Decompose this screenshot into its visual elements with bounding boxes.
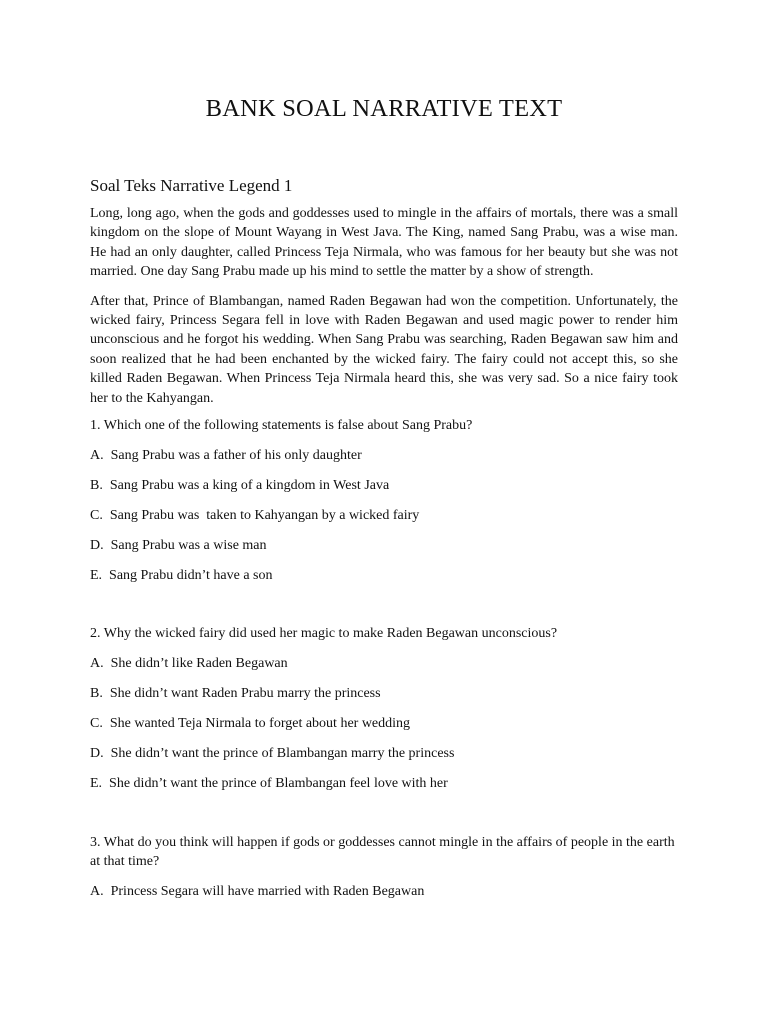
question-1-text: 1. Which one of the following statements is false about Sang Prabu? (90, 418, 473, 434)
question-1-option-b: B. Sang Prabu was a king of a kingdom in West Java (90, 477, 390, 493)
question-block-3 (90, 793, 678, 902)
question-2-option-a: A. She didn’t like Raden Begawan (90, 655, 288, 671)
section-heading: Soal Teks Narrative Legend 1 (90, 176, 293, 195)
question-2-option-b: B. She didn’t want Raden Prabu marry the princess (90, 685, 381, 701)
question-block-2 (90, 585, 678, 793)
document-title: BANK SOAL NARRATIVE TEXT (205, 95, 563, 122)
question-1-option-d: D. Sang Prabu was a wise man (90, 537, 267, 553)
question-1-options (90, 435, 678, 585)
question-2-text: 2. Why the wicked fairy did used her magic to make Raden Begawan unconscious? (90, 626, 558, 641)
question-3-options (90, 872, 678, 902)
question-3-text: 3. What do you think will happen if gods or goddesses cannot mingle in the affairs of people in the earth at that time? (90, 834, 675, 870)
question-2-option-d: D. She didn’t want the prince of Blambangan marry the princess (90, 745, 455, 761)
question-1-option-e: E. Sang Prabu didn’t have a son (90, 567, 273, 583)
story-paragraph-2: After that, Prince of Blambangan, named Raden Begawan had won the competition. Unfortunately, the wicked fairy, Princess Segara fell in love with Raden Begawan and used magic power to render him unconscious and he forgot his wedding. When Sang Prabu was searching, Raden Begawan saw him and soon realized that he had been enchanted by the wicked fairy. The fairy could not accept this, so she killed Raden Begawan. When Princess Teja Nirmala heard this, she was very sad. So a nice fairy took her to the Kahyangan. (90, 293, 678, 406)
question-1-option-a: A. Sang Prabu was a father of his only daughter (90, 447, 362, 463)
question-block-1 (90, 408, 678, 585)
question-1-option-c: C. Sang Prabu was taken to Kahyangan by a wicked fairy (90, 507, 420, 523)
question-3-option-a: A. Princess Segara will have married with Raden Begawan (90, 884, 425, 900)
story-paragraph-1: Long, long ago, when the gods and goddesses used to mingle in the affairs of mortals, there was a small kingdom on the slope of Mount Wayang in West Java. The King, named Sang Prabu, was a wise man. He had an only daughter, called Princess Teja Nirmala, who was famous for her beauty but she was not married. One day Sang Prabu made up his mind to settle the matter by a show of strength. (90, 206, 678, 280)
question-2-option-c: C. She wanted Teja Nirmala to forget about her wedding (90, 715, 411, 731)
question-2-option-e: E. She didn’t want the prince of Blambangan feel love with her (90, 775, 448, 791)
question-2-options (90, 643, 678, 793)
